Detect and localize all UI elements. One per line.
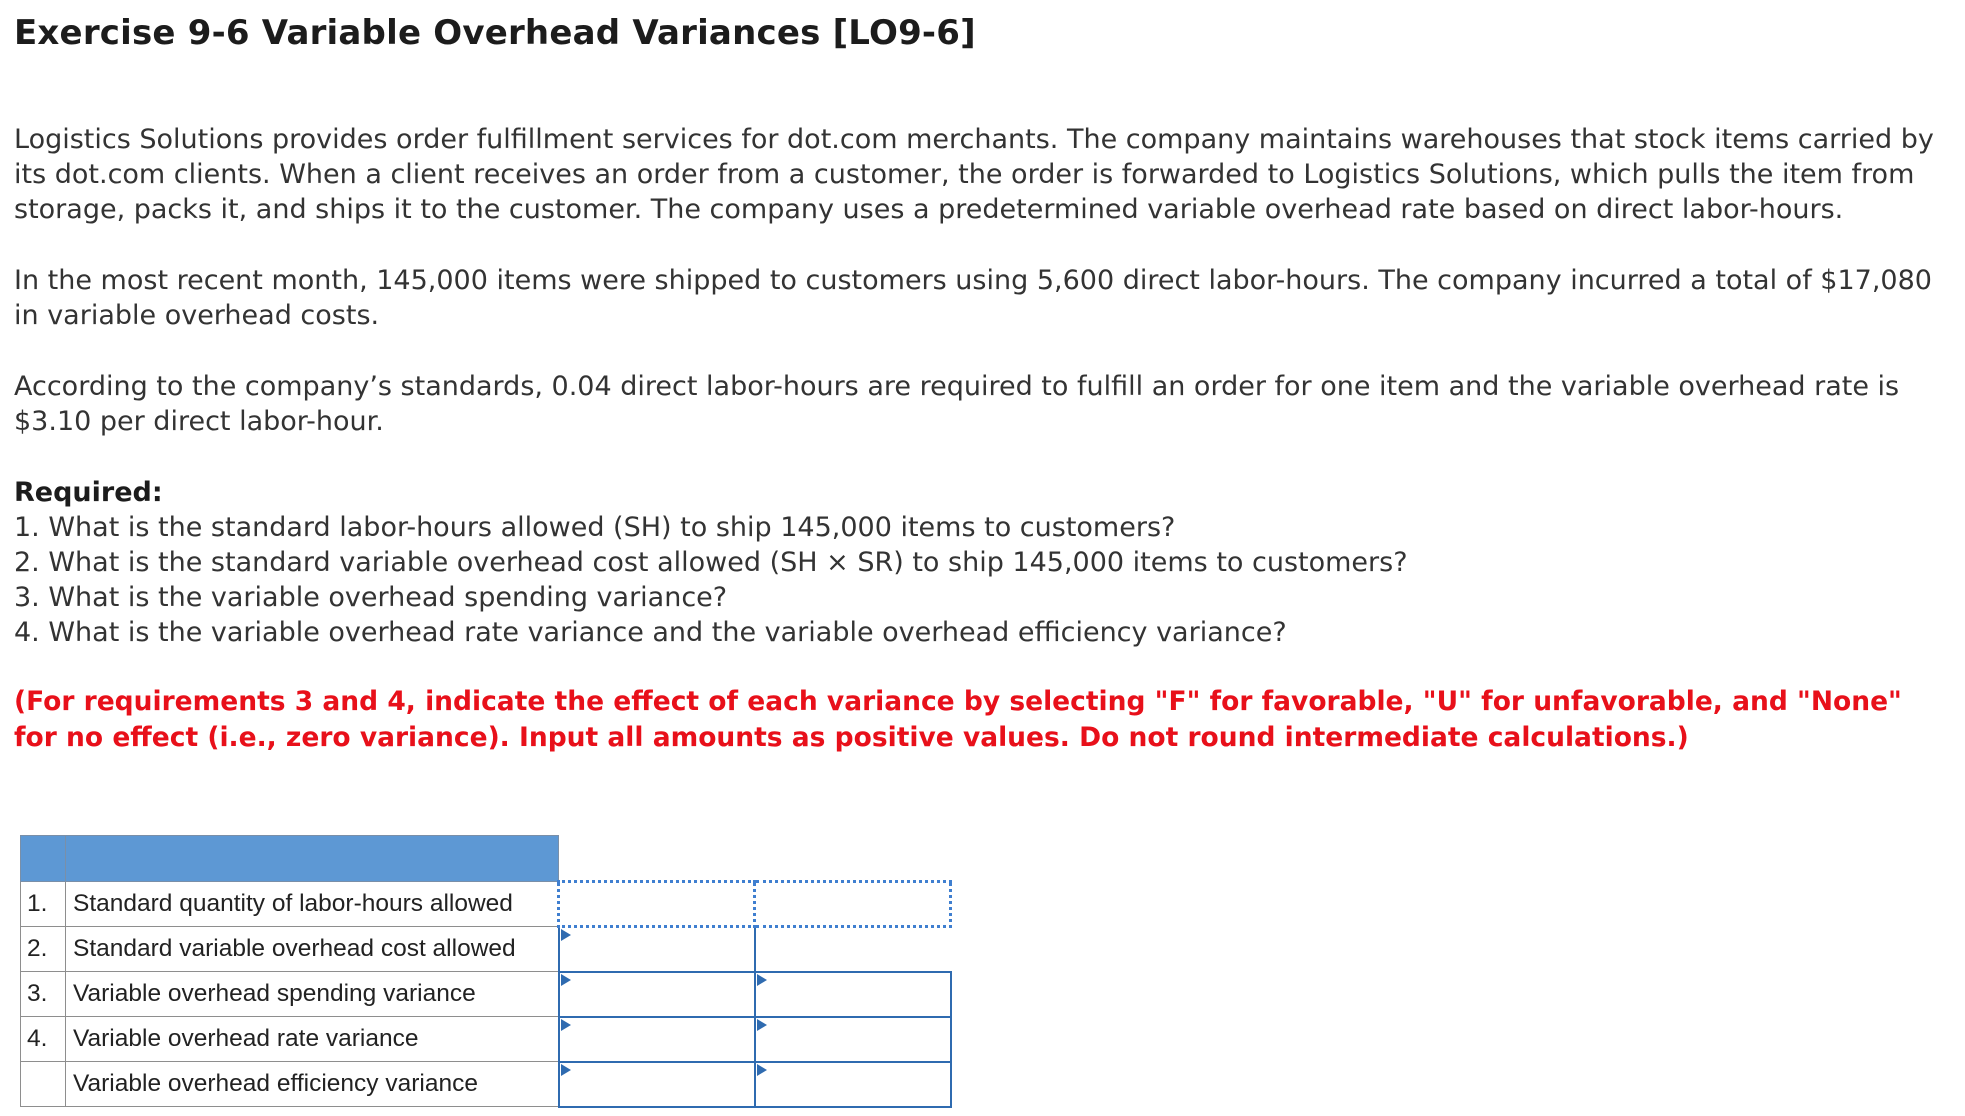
problem-paragraph-2: In the most recent month, 145,000 items were shipped to customers using 5,600 direct labor-hours. The company incurred a total of $17,080 in variable overhead costs. <box>14 265 1932 331</box>
row-number: 4. <box>21 1017 66 1062</box>
row-number: 1. <box>21 882 66 927</box>
efficiency-variance-effect-select[interactable] <box>756 1063 950 1106</box>
row-1-effect-cell <box>755 882 951 927</box>
input-marker-icon <box>757 974 767 986</box>
exercise-content <box>14 0 1949 756</box>
header-amount-cell <box>559 836 755 882</box>
required-item-3: 3. What is the variable overhead spending variance? <box>14 582 728 613</box>
standard-hours-input[interactable] <box>560 883 753 925</box>
required-list <box>14 510 1949 650</box>
input-marker-icon <box>561 1019 571 1031</box>
efficiency-variance-effect-cell <box>755 1062 951 1107</box>
rate-variance-effect-select[interactable] <box>756 1018 950 1061</box>
required-heading: Required: <box>14 477 163 508</box>
rate-variance-effect-cell <box>755 1017 951 1062</box>
header-num-cell <box>21 836 66 882</box>
standard-cost-input[interactable] <box>560 928 754 971</box>
header-effect-cell <box>755 836 951 882</box>
spending-variance-amount-cell <box>559 972 755 1017</box>
instruction-text: (For requirements 3 and 4, indicate the effect of each variance by selecting "F" for favorable, "U" for unfavorable, and "None" for no effect (i.e., zero variance). Input all amounts as positive values. Do not round intermediate calculations.) <box>14 686 1902 753</box>
row-number <box>21 1062 66 1107</box>
table-row <box>21 1062 951 1107</box>
spending-variance-effect-cell <box>755 972 951 1017</box>
rate-variance-amount-cell <box>559 1017 755 1062</box>
standard-hours-cell <box>559 882 755 927</box>
input-marker-icon <box>561 1064 571 1076</box>
required-item-1: 1. What is the standard labor-hours allowed (SH) to ship 145,000 items to customers? <box>14 512 1176 543</box>
answer-table-header <box>21 836 951 882</box>
input-marker-icon <box>561 929 571 941</box>
table-row <box>21 882 951 927</box>
efficiency-variance-amount-input[interactable] <box>560 1063 754 1106</box>
table-row <box>21 1017 951 1062</box>
row-number: 2. <box>21 927 66 972</box>
spending-variance-amount-input[interactable] <box>560 973 754 1016</box>
input-marker-icon <box>757 1019 767 1031</box>
input-marker-icon <box>757 1064 767 1076</box>
problem-paragraph-3: According to the company’s standards, 0.04 direct labor-hours are required to fulfill an order for one item and the variable overhead rate is $3.10 per direct labor-hour. <box>14 371 1900 437</box>
row-number: 3. <box>21 972 66 1017</box>
efficiency-variance-amount-cell <box>559 1062 755 1107</box>
spending-variance-effect-select[interactable] <box>756 973 950 1016</box>
required-item-2: 2. What is the standard variable overhead cost allowed (SH × SR) to ship 145,000 items to customers? <box>14 547 1408 578</box>
problem-paragraph-1: Logistics Solutions provides order fulfillment services for dot.com merchants. The company maintains warehouses that stock items carried by its dot.com clients. When a client receives an order from a customer, the order is forwarded to Logistics Solutions, which pulls the item from storage, packs it, and ships it to the customer. The company uses a predetermined variable overhead rate based on direct labor-hours. <box>14 124 1934 225</box>
row-label: Variable overhead rate variance <box>66 1017 559 1062</box>
row-label: Standard variable overhead cost allowed <box>66 927 559 972</box>
row-label: Standard quantity of labor-hours allowed <box>66 882 559 927</box>
input-marker-icon <box>561 974 571 986</box>
rate-variance-amount-input[interactable] <box>560 1018 754 1061</box>
required-item-4: 4. What is the variable overhead rate variance and the variable overhead efficiency variance? <box>14 617 1287 648</box>
table-row <box>21 927 951 972</box>
table-row <box>21 972 951 1017</box>
row-label: Variable overhead efficiency variance <box>66 1062 559 1107</box>
row-2-effect-cell <box>755 927 951 972</box>
row-label: Variable overhead spending variance <box>66 972 559 1017</box>
header-label-cell <box>66 836 559 882</box>
exercise-title: Exercise 9-6 Variable Overhead Variances [LO9-6] <box>14 13 976 53</box>
answer-table <box>20 835 952 1108</box>
standard-cost-cell <box>559 927 755 972</box>
